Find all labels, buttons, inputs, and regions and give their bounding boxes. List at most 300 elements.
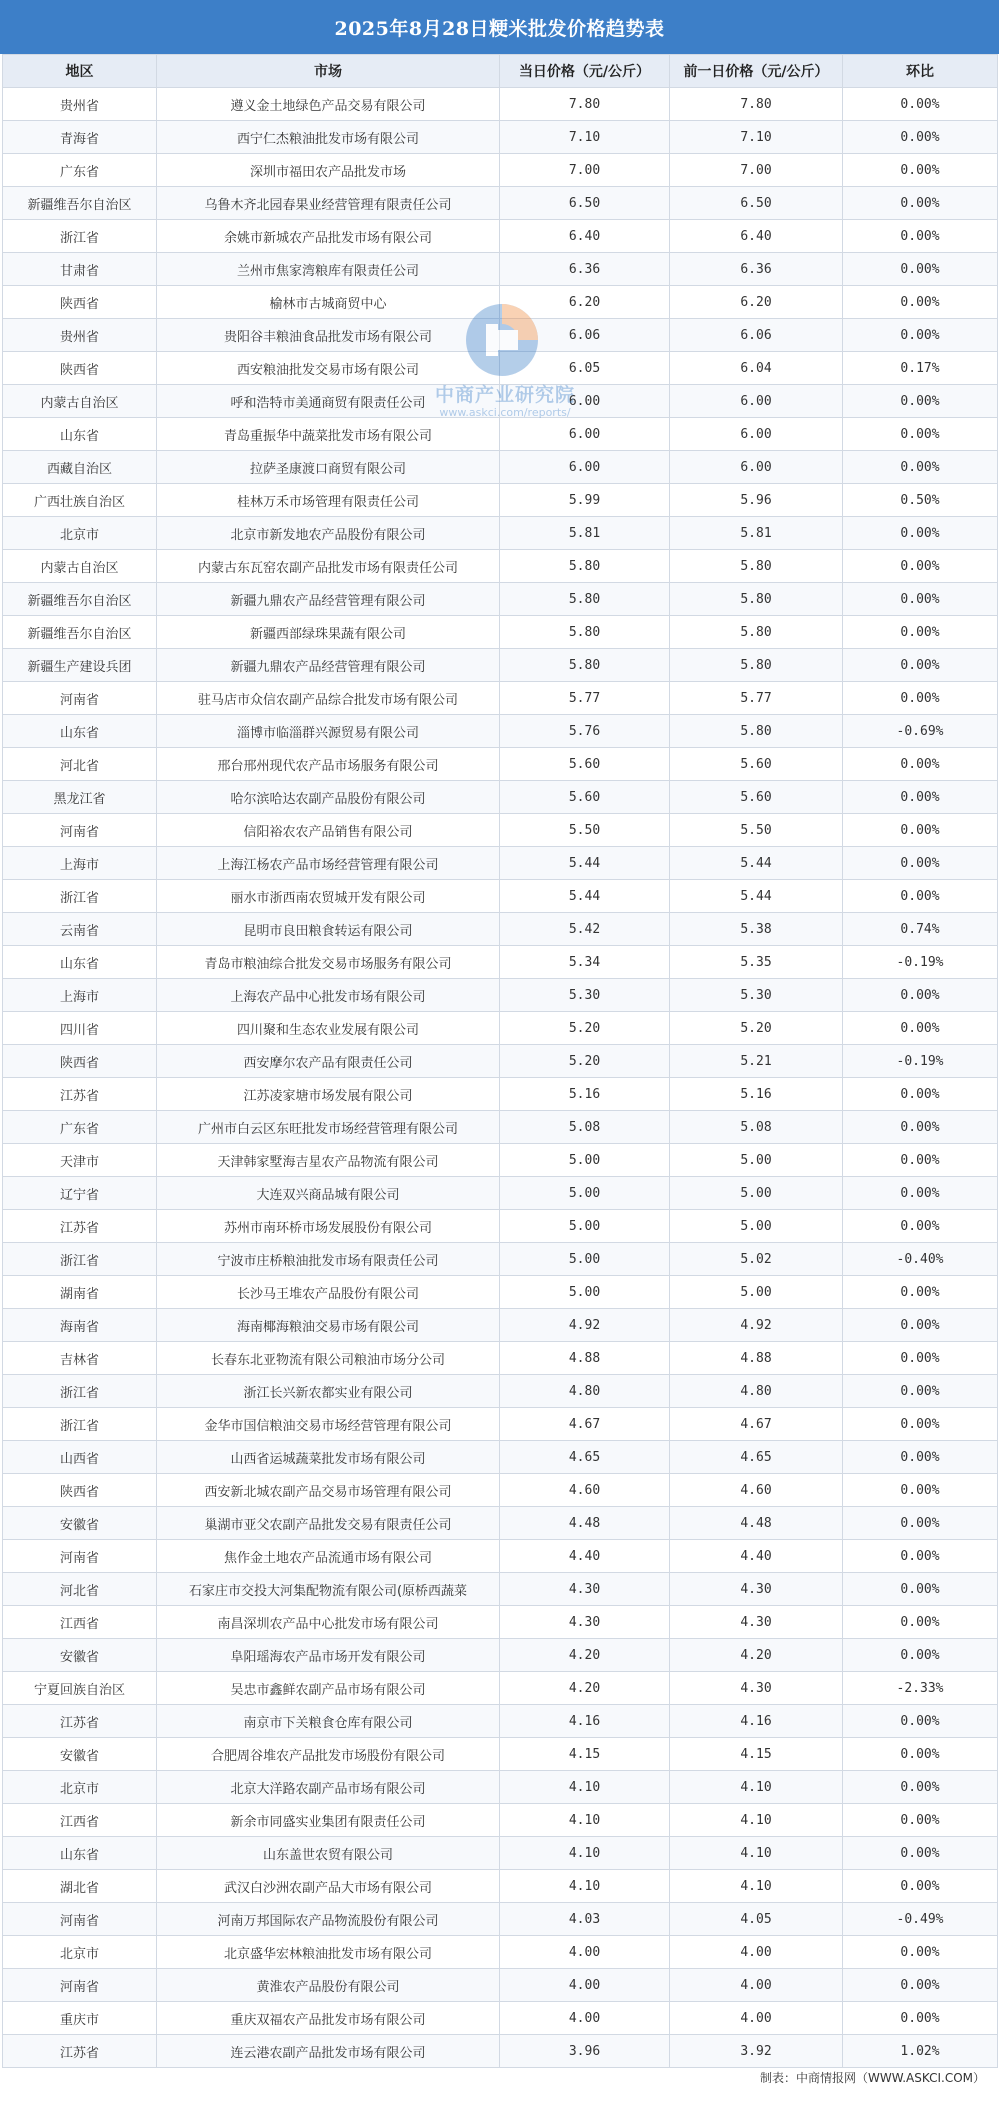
- market-cell: 山东盖世农贸有限公司: [157, 1837, 500, 1870]
- region-cell: 贵州省: [3, 319, 157, 352]
- region-cell: 陕西省: [3, 1045, 157, 1078]
- source-footer: 制表：中商情报网（WWW.ASKCI.COM）: [760, 2071, 985, 2085]
- header-row: [3, 55, 998, 88]
- market-cell: 长春东北亚物流有限公司粮油市场分公司: [157, 1342, 500, 1375]
- region-cell: 新疆维吾尔自治区: [3, 616, 157, 649]
- change-cell: 0.74%: [843, 913, 998, 946]
- previous-price-cell: 4.15: [670, 1738, 843, 1771]
- previous-price-cell: 5.50: [670, 814, 843, 847]
- change-cell: 0.00%: [843, 88, 998, 121]
- previous-price-cell: 5.80: [670, 583, 843, 616]
- today-price-cell: 4.15: [500, 1738, 670, 1771]
- table-row: [3, 946, 998, 979]
- market-cell: 新疆九鼎农产品经营管理有限公司: [157, 649, 500, 682]
- region-cell: 新疆维吾尔自治区: [3, 187, 157, 220]
- previous-price-cell: 4.10: [670, 1804, 843, 1837]
- table-row: [3, 682, 998, 715]
- change-cell: 0.00%: [843, 1408, 998, 1441]
- today-price-cell: 4.48: [500, 1507, 670, 1540]
- today-price-cell: 5.00: [500, 1177, 670, 1210]
- change-cell: 0.00%: [843, 286, 998, 319]
- market-cell: 重庆双福农产品批发市场有限公司: [157, 2002, 500, 2035]
- table-row: [3, 1408, 998, 1441]
- today-price-cell: 4.88: [500, 1342, 670, 1375]
- previous-price-cell: 6.00: [670, 418, 843, 451]
- region-cell: 新疆维吾尔自治区: [3, 583, 157, 616]
- table-row: [3, 2002, 998, 2035]
- today-price-cell: 4.10: [500, 1771, 670, 1804]
- market-cell: 金华市国信粮油交易市场经营管理有限公司: [157, 1408, 500, 1441]
- previous-price-cell: 4.10: [670, 1870, 843, 1903]
- market-cell: 连云港农副产品批发市场有限公司: [157, 2035, 500, 2068]
- table-row: [3, 1210, 998, 1243]
- change-cell: 1.02%: [843, 2035, 998, 2068]
- market-cell: 巢湖市亚父农副产品批发交易有限责任公司: [157, 1507, 500, 1540]
- previous-price-cell: 5.08: [670, 1111, 843, 1144]
- region-cell: 湖北省: [3, 1870, 157, 1903]
- previous-price-cell: 5.00: [670, 1177, 843, 1210]
- table-row: [3, 1243, 998, 1276]
- market-cell: 阜阳瑶海农产品市场开发有限公司: [157, 1639, 500, 1672]
- change-cell: 0.00%: [843, 1111, 998, 1144]
- previous-price-cell: 4.05: [670, 1903, 843, 1936]
- table-row: [3, 121, 998, 154]
- table-row: [3, 1870, 998, 1903]
- previous-price-cell: 4.65: [670, 1441, 843, 1474]
- change-cell: 0.00%: [843, 121, 998, 154]
- market-cell: 焦作金土地农产品流通市场有限公司: [157, 1540, 500, 1573]
- market-cell: 信阳裕农农产品销售有限公司: [157, 814, 500, 847]
- previous-price-cell: 4.48: [670, 1507, 843, 1540]
- change-cell: 0.00%: [843, 451, 998, 484]
- table-row: [3, 847, 998, 880]
- region-cell: 四川省: [3, 1012, 157, 1045]
- previous-price-cell: 6.00: [670, 451, 843, 484]
- previous-price-cell: 5.00: [670, 1210, 843, 1243]
- table-row: [3, 220, 998, 253]
- market-cell: 呼和浩特市美通商贸有限责任公司: [157, 385, 500, 418]
- today-price-cell: 5.50: [500, 814, 670, 847]
- region-cell: 吉林省: [3, 1342, 157, 1375]
- table-row: [3, 1441, 998, 1474]
- change-cell: 0.00%: [843, 1639, 998, 1672]
- change-cell: 0.00%: [843, 220, 998, 253]
- table-row: [3, 1903, 998, 1936]
- change-cell: 0.00%: [843, 154, 998, 187]
- market-cell: 贵阳谷丰粮油食品批发市场有限公司: [157, 319, 500, 352]
- today-price-cell: 4.80: [500, 1375, 670, 1408]
- table-row: [3, 1573, 998, 1606]
- today-price-cell: 4.00: [500, 1969, 670, 2002]
- market-cell: 大连双兴商品城有限公司: [157, 1177, 500, 1210]
- table-row: [3, 913, 998, 946]
- market-cell: 天津韩家墅海吉星农产品物流有限公司: [157, 1144, 500, 1177]
- table-row: [3, 88, 998, 121]
- change-cell: 0.00%: [843, 1969, 998, 2002]
- today-price-cell: 4.40: [500, 1540, 670, 1573]
- region-cell: 山东省: [3, 1837, 157, 1870]
- market-cell: 上海江杨农产品市场经营管理有限公司: [157, 847, 500, 880]
- today-price-cell: 5.77: [500, 682, 670, 715]
- region-cell: 江苏省: [3, 1210, 157, 1243]
- today-price-cell: 4.92: [500, 1309, 670, 1342]
- market-cell: 西宁仁杰粮油批发市场有限公司: [157, 121, 500, 154]
- change-cell: 0.00%: [843, 418, 998, 451]
- market-cell: 青岛市粮油综合批发交易市场服务有限公司: [157, 946, 500, 979]
- previous-price-cell: 4.80: [670, 1375, 843, 1408]
- region-cell: 浙江省: [3, 1375, 157, 1408]
- market-cell: 上海农产品中心批发市场有限公司: [157, 979, 500, 1012]
- region-cell: 广东省: [3, 154, 157, 187]
- market-cell: 海南椰海粮油交易市场有限公司: [157, 1309, 500, 1342]
- change-cell: 0.00%: [843, 517, 998, 550]
- change-cell: -2.33%: [843, 1672, 998, 1705]
- previous-price-cell: 4.40: [670, 1540, 843, 1573]
- market-cell: 桂林万禾市场管理有限责任公司: [157, 484, 500, 517]
- change-cell: 0.00%: [843, 1573, 998, 1606]
- previous-price-cell: 6.06: [670, 319, 843, 352]
- change-cell: 0.00%: [843, 1012, 998, 1045]
- previous-price-cell: 5.38: [670, 913, 843, 946]
- change-cell: 0.00%: [843, 649, 998, 682]
- change-cell: 0.00%: [843, 187, 998, 220]
- market-cell: 新余市同盛实业集团有限责任公司: [157, 1804, 500, 1837]
- region-cell: 河南省: [3, 814, 157, 847]
- change-cell: 0.00%: [843, 2002, 998, 2035]
- table-row: [3, 1606, 998, 1639]
- region-cell: 江苏省: [3, 2035, 157, 2068]
- previous-price-cell: 5.80: [670, 616, 843, 649]
- table-row: [3, 1705, 998, 1738]
- region-cell: 青海省: [3, 121, 157, 154]
- previous-price-cell: 6.50: [670, 187, 843, 220]
- previous-price-cell: 5.44: [670, 880, 843, 913]
- market-cell: 淄博市临淄群兴源贸易有限公司: [157, 715, 500, 748]
- change-cell: 0.00%: [843, 385, 998, 418]
- today-price-cell: 4.16: [500, 1705, 670, 1738]
- market-cell: 河南万邦国际农产品物流股份有限公司: [157, 1903, 500, 1936]
- change-cell: 0.00%: [843, 1837, 998, 1870]
- region-cell: 北京市: [3, 517, 157, 550]
- region-cell: 广西壮族自治区: [3, 484, 157, 517]
- region-cell: 陕西省: [3, 352, 157, 385]
- today-price-cell: 5.00: [500, 1243, 670, 1276]
- header-today-price: 当日价格（元/公斤）: [500, 55, 670, 88]
- change-cell: 0.00%: [843, 1507, 998, 1540]
- previous-price-cell: 4.60: [670, 1474, 843, 1507]
- table-row: [3, 253, 998, 286]
- table-row: [3, 1474, 998, 1507]
- change-cell: 0.00%: [843, 1474, 998, 1507]
- previous-price-cell: 4.88: [670, 1342, 843, 1375]
- previous-price-cell: 4.00: [670, 1936, 843, 1969]
- table-row: [3, 880, 998, 913]
- today-price-cell: 5.80: [500, 649, 670, 682]
- region-cell: 江苏省: [3, 1078, 157, 1111]
- today-price-cell: 5.30: [500, 979, 670, 1012]
- change-cell: 0.00%: [843, 1210, 998, 1243]
- previous-price-cell: 4.10: [670, 1771, 843, 1804]
- table-title: 2025年8月28日粳米批发价格趋势表: [0, 0, 999, 54]
- market-cell: 宁波市庄桥粮油批发市场有限责任公司: [157, 1243, 500, 1276]
- market-cell: 江苏凌家塘市场发展有限公司: [157, 1078, 500, 1111]
- market-cell: 浙江长兴新农都实业有限公司: [157, 1375, 500, 1408]
- change-cell: 0.00%: [843, 1342, 998, 1375]
- previous-price-cell: 6.20: [670, 286, 843, 319]
- previous-price-cell: 4.16: [670, 1705, 843, 1738]
- change-cell: 0.00%: [843, 880, 998, 913]
- today-price-cell: 6.40: [500, 220, 670, 253]
- previous-price-cell: 5.16: [670, 1078, 843, 1111]
- region-cell: 山东省: [3, 946, 157, 979]
- today-price-cell: 5.60: [500, 748, 670, 781]
- table-row: [3, 154, 998, 187]
- region-cell: 西藏自治区: [3, 451, 157, 484]
- today-price-cell: 5.16: [500, 1078, 670, 1111]
- region-cell: 甘肃省: [3, 253, 157, 286]
- change-cell: 0.00%: [843, 1375, 998, 1408]
- today-price-cell: 4.10: [500, 1837, 670, 1870]
- change-cell: 0.00%: [843, 1540, 998, 1573]
- table-row: [3, 1045, 998, 1078]
- today-price-cell: 5.60: [500, 781, 670, 814]
- region-cell: 云南省: [3, 913, 157, 946]
- table-row: [3, 385, 998, 418]
- market-cell: 吴忠市鑫鲜农副产品市场有限公司: [157, 1672, 500, 1705]
- change-cell: 0.00%: [843, 1309, 998, 1342]
- change-cell: -0.40%: [843, 1243, 998, 1276]
- table-row: [3, 1969, 998, 2002]
- market-cell: 邢台邢州现代农产品市场服务有限公司: [157, 748, 500, 781]
- market-cell: 南京市下关粮食仓库有限公司: [157, 1705, 500, 1738]
- table-row: [3, 418, 998, 451]
- today-price-cell: 5.00: [500, 1210, 670, 1243]
- today-price-cell: 5.44: [500, 847, 670, 880]
- change-cell: 0.00%: [843, 1441, 998, 1474]
- previous-price-cell: 3.92: [670, 2035, 843, 2068]
- market-cell: 北京市新发地农产品股份有限公司: [157, 517, 500, 550]
- region-cell: 宁夏回族自治区: [3, 1672, 157, 1705]
- today-price-cell: 4.30: [500, 1573, 670, 1606]
- change-cell: 0.00%: [843, 1936, 998, 1969]
- market-cell: 南昌深圳农产品中心批发市场有限公司: [157, 1606, 500, 1639]
- today-price-cell: 5.99: [500, 484, 670, 517]
- previous-price-cell: 7.10: [670, 121, 843, 154]
- today-price-cell: 5.00: [500, 1144, 670, 1177]
- table-row: [3, 814, 998, 847]
- region-cell: 安徽省: [3, 1507, 157, 1540]
- market-cell: 石家庄市交投大河集配物流有限公司(原桥西蔬菜: [157, 1573, 500, 1606]
- today-price-cell: 6.36: [500, 253, 670, 286]
- region-cell: 广东省: [3, 1111, 157, 1144]
- market-cell: 内蒙古东瓦窑农副产品批发市场有限责任公司: [157, 550, 500, 583]
- change-cell: -0.19%: [843, 1045, 998, 1078]
- region-cell: 河南省: [3, 682, 157, 715]
- region-cell: 上海市: [3, 847, 157, 880]
- table-row: [3, 517, 998, 550]
- table-row: [3, 748, 998, 781]
- region-cell: 河南省: [3, 1540, 157, 1573]
- today-price-cell: 3.96: [500, 2035, 670, 2068]
- region-cell: 河南省: [3, 1903, 157, 1936]
- region-cell: 河南省: [3, 1969, 157, 2002]
- previous-price-cell: 5.96: [670, 484, 843, 517]
- previous-price-cell: 4.30: [670, 1606, 843, 1639]
- region-cell: 重庆市: [3, 2002, 157, 2035]
- previous-price-cell: 5.77: [670, 682, 843, 715]
- table-row: [3, 979, 998, 1012]
- today-price-cell: 4.20: [500, 1672, 670, 1705]
- table-row: [3, 1639, 998, 1672]
- table-row: [3, 1012, 998, 1045]
- market-cell: 余姚市新城农产品批发市场有限公司: [157, 220, 500, 253]
- table-row: [3, 187, 998, 220]
- change-cell: 0.00%: [843, 748, 998, 781]
- table-row: [3, 1936, 998, 1969]
- market-cell: 北京大洋路农副产品市场有限公司: [157, 1771, 500, 1804]
- region-cell: 内蒙古自治区: [3, 550, 157, 583]
- today-price-cell: 4.67: [500, 1408, 670, 1441]
- change-cell: 0.00%: [843, 1705, 998, 1738]
- today-price-cell: 5.44: [500, 880, 670, 913]
- change-cell: -0.49%: [843, 1903, 998, 1936]
- region-cell: 陕西省: [3, 286, 157, 319]
- table-row: [3, 1837, 998, 1870]
- today-price-cell: 5.34: [500, 946, 670, 979]
- today-price-cell: 5.80: [500, 583, 670, 616]
- change-cell: 0.00%: [843, 1870, 998, 1903]
- region-cell: 山东省: [3, 418, 157, 451]
- change-cell: 0.00%: [843, 1804, 998, 1837]
- previous-price-cell: 5.80: [670, 550, 843, 583]
- change-cell: 0.00%: [843, 781, 998, 814]
- today-price-cell: 4.20: [500, 1639, 670, 1672]
- market-cell: 广州市白云区东旺批发市场经营管理有限公司: [157, 1111, 500, 1144]
- today-price-cell: 5.08: [500, 1111, 670, 1144]
- header-previous-price: 前一日价格（元/公斤）: [670, 55, 843, 88]
- change-cell: 0.00%: [843, 1771, 998, 1804]
- today-price-cell: 4.10: [500, 1870, 670, 1903]
- today-price-cell: 4.30: [500, 1606, 670, 1639]
- table-row: [3, 1177, 998, 1210]
- today-price-cell: 5.76: [500, 715, 670, 748]
- region-cell: 新疆生产建设兵团: [3, 649, 157, 682]
- market-cell: 兰州市焦家湾粮库有限责任公司: [157, 253, 500, 286]
- region-cell: 江苏省: [3, 1705, 157, 1738]
- today-price-cell: 5.80: [500, 616, 670, 649]
- price-table: [2, 54, 998, 2068]
- today-price-cell: 6.06: [500, 319, 670, 352]
- previous-price-cell: 5.30: [670, 979, 843, 1012]
- today-price-cell: 5.20: [500, 1012, 670, 1045]
- previous-price-cell: 5.81: [670, 517, 843, 550]
- previous-price-cell: 5.80: [670, 649, 843, 682]
- today-price-cell: 7.80: [500, 88, 670, 121]
- region-cell: 山西省: [3, 1441, 157, 1474]
- change-cell: 0.17%: [843, 352, 998, 385]
- previous-price-cell: 5.20: [670, 1012, 843, 1045]
- previous-price-cell: 5.02: [670, 1243, 843, 1276]
- table-row: [3, 781, 998, 814]
- region-cell: 浙江省: [3, 880, 157, 913]
- today-price-cell: 5.81: [500, 517, 670, 550]
- market-cell: 苏州市南环桥市场发展股份有限公司: [157, 1210, 500, 1243]
- previous-price-cell: 7.00: [670, 154, 843, 187]
- watermark-name: 中商产业研究院: [434, 384, 575, 406]
- previous-price-cell: 5.21: [670, 1045, 843, 1078]
- today-price-cell: 4.65: [500, 1441, 670, 1474]
- change-cell: 0.00%: [843, 1606, 998, 1639]
- market-cell: 新疆九鼎农产品经营管理有限公司: [157, 583, 500, 616]
- market-cell: 合肥周谷堆农产品批发市场股份有限公司: [157, 1738, 500, 1771]
- previous-price-cell: 5.35: [670, 946, 843, 979]
- market-cell: 驻马店市众信农副产品综合批发市场有限公司: [157, 682, 500, 715]
- today-price-cell: 4.60: [500, 1474, 670, 1507]
- today-price-cell: 4.00: [500, 1936, 670, 1969]
- table-row: [3, 1771, 998, 1804]
- table-row: [3, 319, 998, 352]
- change-cell: 0.00%: [843, 814, 998, 847]
- change-cell: -0.19%: [843, 946, 998, 979]
- today-price-cell: 5.20: [500, 1045, 670, 1078]
- table-row: [3, 286, 998, 319]
- table-row: [3, 715, 998, 748]
- previous-price-cell: 4.30: [670, 1573, 843, 1606]
- change-cell: 0.50%: [843, 484, 998, 517]
- table-row: [3, 1540, 998, 1573]
- market-cell: 北京盛华宏林粮油批发市场有限公司: [157, 1936, 500, 1969]
- table-row: [3, 1375, 998, 1408]
- previous-price-cell: 4.00: [670, 2002, 843, 2035]
- region-cell: 天津市: [3, 1144, 157, 1177]
- change-cell: 0.00%: [843, 253, 998, 286]
- table-row: [3, 1111, 998, 1144]
- today-price-cell: 6.20: [500, 286, 670, 319]
- today-price-cell: 5.00: [500, 1276, 670, 1309]
- change-cell: 0.00%: [843, 1738, 998, 1771]
- market-cell: 武汉白沙洲农副产品大市场有限公司: [157, 1870, 500, 1903]
- region-cell: 海南省: [3, 1309, 157, 1342]
- change-cell: -0.69%: [843, 715, 998, 748]
- region-cell: 河北省: [3, 748, 157, 781]
- market-cell: 哈尔滨哈达农副产品股份有限公司: [157, 781, 500, 814]
- market-cell: 乌鲁木齐北园春果业经营管理有限责任公司: [157, 187, 500, 220]
- change-cell: 0.00%: [843, 1144, 998, 1177]
- region-cell: 湖南省: [3, 1276, 157, 1309]
- market-cell: 榆林市古城商贸中心: [157, 286, 500, 319]
- previous-price-cell: 5.44: [670, 847, 843, 880]
- table-row: [3, 1144, 998, 1177]
- market-cell: 新疆西部绿珠果蔬有限公司: [157, 616, 500, 649]
- previous-price-cell: 6.40: [670, 220, 843, 253]
- region-cell: 浙江省: [3, 1243, 157, 1276]
- market-cell: 西安新北城农副产品交易市场管理有限公司: [157, 1474, 500, 1507]
- market-cell: 黄淮农产品股份有限公司: [157, 1969, 500, 2002]
- change-cell: 0.00%: [843, 550, 998, 583]
- region-cell: 上海市: [3, 979, 157, 1012]
- today-price-cell: 6.50: [500, 187, 670, 220]
- market-cell: 长沙马王堆农产品股份有限公司: [157, 1276, 500, 1309]
- change-cell: 0.00%: [843, 847, 998, 880]
- market-cell: 青岛重振华中蔬菜批发市场有限公司: [157, 418, 500, 451]
- region-cell: 安徽省: [3, 1639, 157, 1672]
- today-price-cell: 6.05: [500, 352, 670, 385]
- region-cell: 江西省: [3, 1606, 157, 1639]
- table-row: [3, 1804, 998, 1837]
- market-cell: 四川聚和生态农业发展有限公司: [157, 1012, 500, 1045]
- previous-price-cell: 6.36: [670, 253, 843, 286]
- today-price-cell: 7.10: [500, 121, 670, 154]
